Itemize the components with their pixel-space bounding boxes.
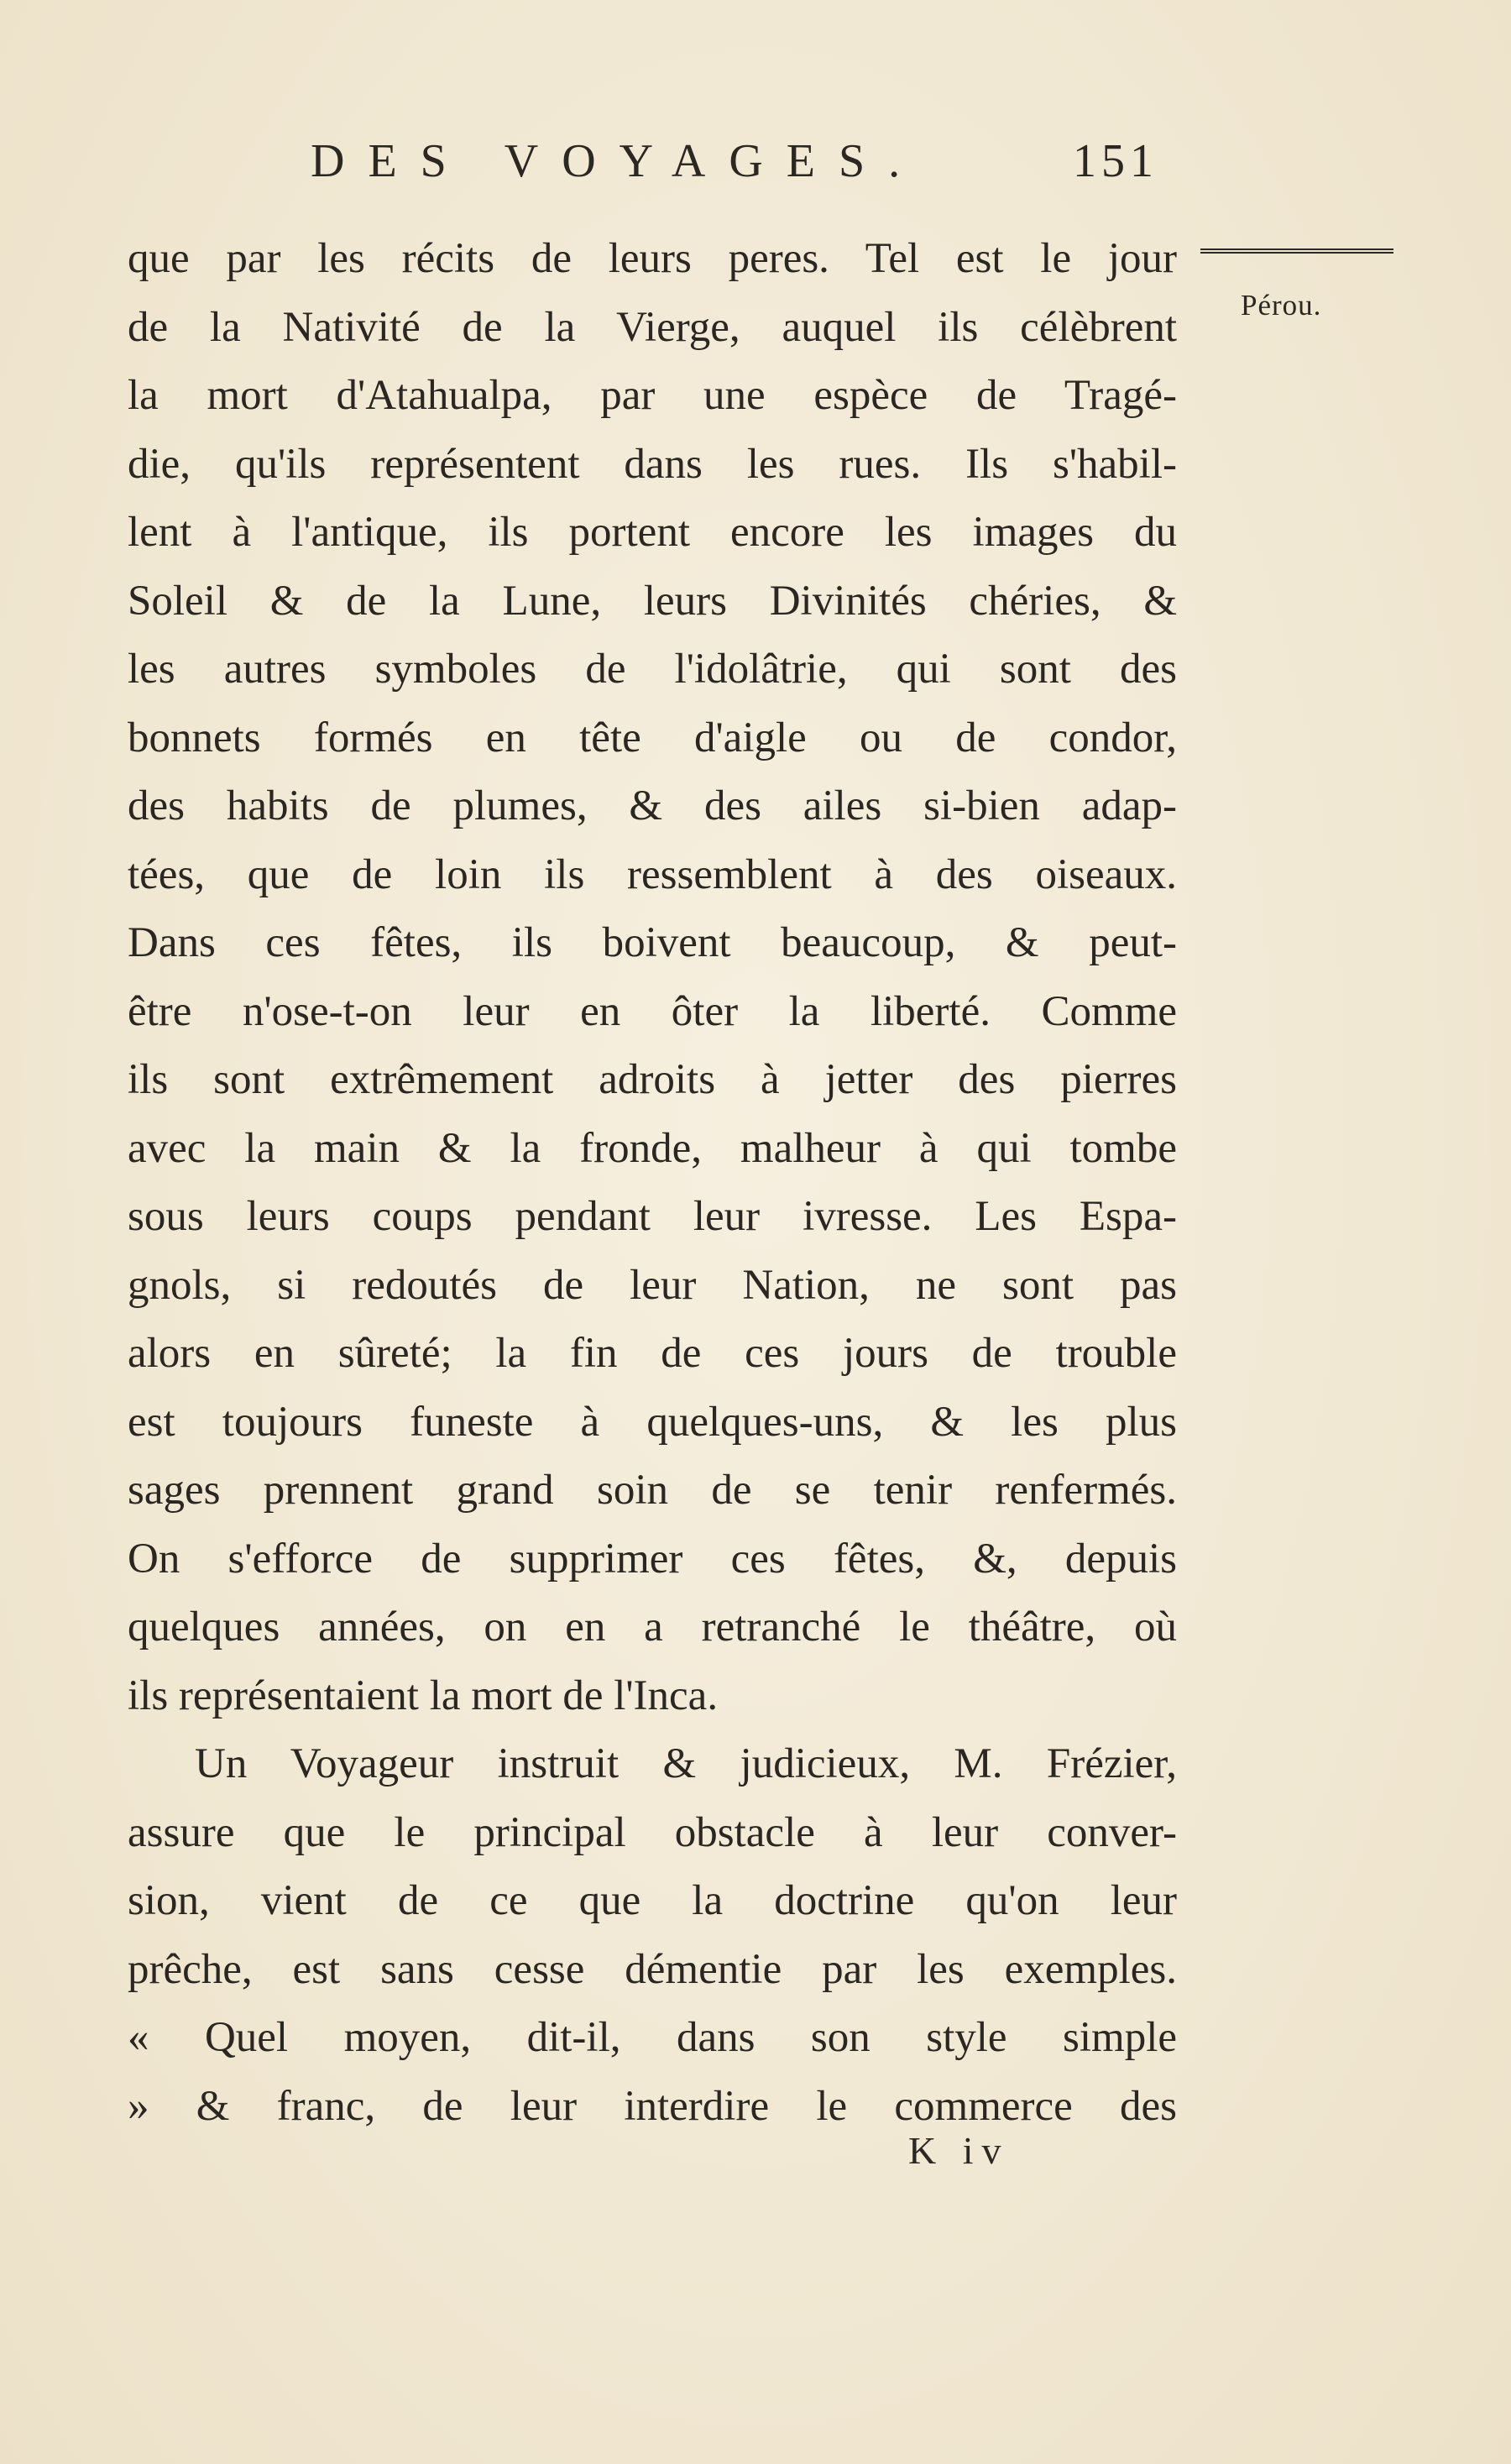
paragraph-end-line: ils représentaient la mort de l'Inca.: [128, 1671, 719, 1719]
text-line: sous leurs coups pendant leur ivresse. Les Espa-: [128, 1193, 1177, 1240]
text-line: die, qu'ils représentent dans les rues. Ils s'habil-: [128, 440, 1177, 488]
text-line: sion, vient de ce que la doctrine qu'on leur: [128, 1877, 1177, 1924]
text-line: est toujours funeste à quelques-uns, & les plus: [128, 1398, 1177, 1446]
text-line: des habits de plumes, & des ailes si-bien adap-: [128, 782, 1177, 829]
text-line: avec la main & la fronde, malheur à qui tombe: [128, 1124, 1177, 1172]
page-number: 151: [1073, 135, 1158, 187]
signature-mark: K iv: [908, 2129, 1010, 2172]
text-line: alors en sûreté; la fin de ces jours de trouble: [128, 1330, 1177, 1377]
text-line: bonnets formés en tête d'aigle ou de condor,: [128, 714, 1177, 761]
text-line: être n'ose-t-on leur en ôter la liberté. Comme: [128, 987, 1177, 1035]
text-line: sages prennent grand soin de se tenir renfermés.: [128, 1467, 1177, 1514]
text-line: « Quel moyen, dit-il, dans son style simple: [128, 2014, 1177, 2061]
text-line: tées, que de loin ils ressemblent à des oiseaux.: [128, 850, 1177, 898]
text-line: gnols, si redoutés de leur Nation, ne sont pas: [128, 1261, 1177, 1309]
text-line: On s'efforce de supprimer ces fêtes, &, depuis: [128, 1535, 1177, 1583]
margin-rule: [1200, 248, 1393, 254]
text-line: Soleil & de la Lune, leurs Divinités chéries, &: [128, 577, 1177, 625]
text-line: prêche, est sans cesse démentie par les exemples.: [128, 1945, 1177, 1993]
text-line: que par les récits de leurs peres. Tel est le jour: [128, 235, 1177, 282]
body-text: [128, 225, 1177, 2141]
text-line: Dans ces fêtes, ils boivent beaucoup, & peut-: [128, 919, 1177, 966]
text-line: ils sont extrêmement adroits à jetter des pierres: [128, 1056, 1177, 1103]
text-line: les autres symboles de l'idolâtrie, qui sont des: [128, 646, 1177, 693]
running-title: DES VOYAGES.: [311, 135, 924, 187]
text-line: assure que le principal obstacle à leur conver-: [128, 1808, 1177, 1856]
margin-note: Pérou.: [1241, 289, 1322, 322]
text-line: la mort d'Atahualpa, par une espèce de Tragé-: [128, 372, 1177, 419]
text-line: de la Nativité de la Vierge, auquel ils célèbrent: [128, 303, 1177, 351]
paragraph-start-line: Un Voyageur instruit & judicieux, M. Frézier,: [195, 1740, 1177, 1787]
text-line: quelques années, on en a retranché le théâtre, où: [128, 1603, 1177, 1651]
text-line: » & franc, de leur interdire le commerce des: [128, 2082, 1177, 2130]
text-line: lent à l'antique, ils portent encore les images du: [128, 509, 1177, 556]
